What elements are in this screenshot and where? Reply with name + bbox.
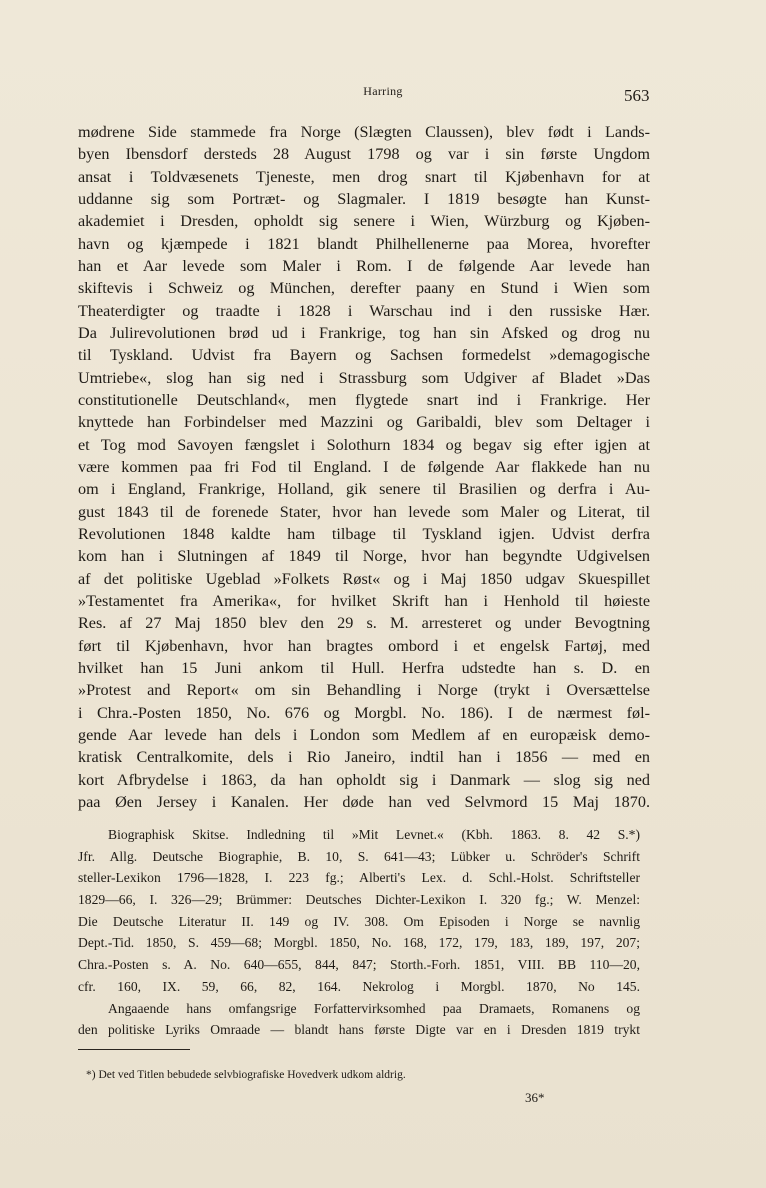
body-line: byen Ibensdorf dersteds 28 August 1798 og var i sin første Ungdom xyxy=(78,145,650,164)
footnote: *) Det ved Titlen bebudede selvbiografiske Hovedverk udkom aldrig. xyxy=(86,1069,406,1081)
body-line: Umtriebe«, slog han sig ned i Strassburg som Udgiver af Bladet »Das xyxy=(78,368,650,387)
body-line: »Protest and Report« om sin Behandling i Norge (trykt i Oversættelse xyxy=(78,681,650,700)
bibliography-line: steller-Lexikon 1796—1828, I. 223 fg.; Alberti's Lex. d. Schl.-Holst. Schriftsteller xyxy=(78,870,640,886)
body-line: i Chra.-Posten 1850, No. 676 og Morgbl. No. 186). I de nærmest føl- xyxy=(78,703,650,722)
body-line: han et Aar levede som Maler i Rom. I de følgende Aar levede han xyxy=(78,256,650,275)
body-line: til Tyskland. Udvist fra Bayern og Sachsen formedelst »demagogische xyxy=(78,346,650,365)
bibliography-line: Biographisk Skitse. Indledning til »Mit Levnet.« (Kbh. 1863. 8. 42 S.*) xyxy=(108,827,640,842)
bibliography-line: Die Deutsche Literatur II. 149 og IV. 308. Om Episoden i Norge se navnlig xyxy=(78,913,640,929)
body-line: havn og kjæmpede i 1821 blandt Philhellenerne paa Morea, hvorefter xyxy=(78,234,650,253)
body-line: ansat i Toldvæsenets Tjeneste, men drog snart til Kjøbenhavn for at xyxy=(78,167,650,186)
bibliography-line: Dept.-Tid. 1850, S. 459—68; Morgbl. 1850, No. 168, 172, 179, 183, 189, 197, 207; xyxy=(78,935,640,951)
body-line: Res. af 27 Maj 1850 blev den 29 s. M. arresteret og under Bevogtning xyxy=(78,614,650,633)
body-line: constitutionelle Deutschland«, men flygtede snart ind i Frankrige. Her xyxy=(78,390,650,409)
bibliography-line: Jfr. Allg. Deutsche Biographie, B. 10, S. 641—43; Lübker u. Schröder's Schrift xyxy=(78,848,640,864)
bibliography-line: cfr. 160, IX. 59, 66, 82, 164. Nekrolog i Morgbl. 1870, No 145. xyxy=(78,978,640,994)
body-line: kom han i Slutningen af 1849 til Norge, hvor han begyndte Udgivelsen xyxy=(78,547,650,566)
body-line: af det politiske Ugeblad »Folkets Røst« og i Maj 1850 udgav Skuespillet xyxy=(78,569,650,588)
footnote-rule xyxy=(78,1049,190,1050)
body-line: kort Afbrydelse i 1863, da han opholdt sig i Danmark — slog sig ned xyxy=(78,770,650,789)
body-line: hvilket han 15 Juni ankom til Hull. Herfra udstedte han s. D. en xyxy=(78,658,650,677)
body-line: gust 1843 til de forenede Stater, hvor han levede som Maler og Literat, til xyxy=(78,502,650,521)
body-line: gende Aar levede han dels i London som Medlem af en europæisk demo- xyxy=(78,725,650,744)
body-line: mødrene Side stammede fra Norge (Slægten Claussen), blev født i Lands- xyxy=(78,123,650,141)
bibliography-line: 1829—66, I. 326—29; Brümmer: Deutsches Dichter-Lexikon I. 320 fg.; W. Menzel: xyxy=(78,892,640,908)
body-line: Revolutionen 1848 kaldte ham tilbage til Tyskland igjen. Udvist derfra xyxy=(78,524,650,543)
body-line: et Tog mod Savoyen fængslet i Solothurn 1834 og begav sig efter igjen at xyxy=(78,435,650,454)
body-line: skiftevis i Schweiz og München, derefter paany en Stund i Wien som xyxy=(78,279,650,298)
bibliography-line: den politiske Lyriks Omraade — blandt hans første Digte var en i Dresden 1819 trykt xyxy=(78,1022,640,1038)
signature-mark: 36* xyxy=(525,1090,545,1105)
body-line: være kommen paa fri Fod til England. I de følgende Aar flakkede han nu xyxy=(78,457,650,476)
bibliography-line: Chra.-Posten s. A. No. 640—655, 844, 847; Storth.-Forh. 1851, VIII. BB 110—20, xyxy=(78,957,640,973)
bibliography-line: Angaaende hans omfangsrige Forfattervirksomhed paa Dramaets, Romanens og xyxy=(108,1000,640,1016)
page-number: 563 xyxy=(624,86,650,105)
body-text xyxy=(78,121,650,813)
bibliography xyxy=(78,824,640,1041)
body-line: om i England, Frankrige, Holland, gik senere til Brasilien og derfra i Au- xyxy=(78,480,650,499)
body-line: knyttede han Forbindelser med Mazzini og Garibaldi, blev som Deltager i xyxy=(78,413,650,432)
body-line: Da Julirevolutionen brød ud i Frankrige, tog han sin Afsked og drog nu xyxy=(78,323,650,342)
body-line: akademiet i Dresden, opholdt sig senere i Wien, Würzburg og Kjøben- xyxy=(78,212,650,231)
body-line: kratisk Centralkomite, dels i Rio Janeiro, indtil han i 1856 — med en xyxy=(78,748,650,767)
body-line: ført til Kjøbenhavn, hvor han bragtes ombord i et engelsk Fartøj, med xyxy=(78,636,650,655)
running-header: Harring xyxy=(363,84,403,98)
body-line: uddanne sig som Portræt- og Slagmaler. I 1819 besøgte han Kunst- xyxy=(78,189,650,208)
body-line: paa Øen Jersey i Kanalen. Her døde han ved Selvmord 15 Maj 1870. xyxy=(78,792,650,811)
body-line: »Testamentet fra Amerika«, for hvilket Skrift han i Henhold til høieste xyxy=(78,591,650,610)
body-line: Theaterdigter og traadte i 1828 i Warschau ind i den russiske Hær. xyxy=(78,301,650,320)
